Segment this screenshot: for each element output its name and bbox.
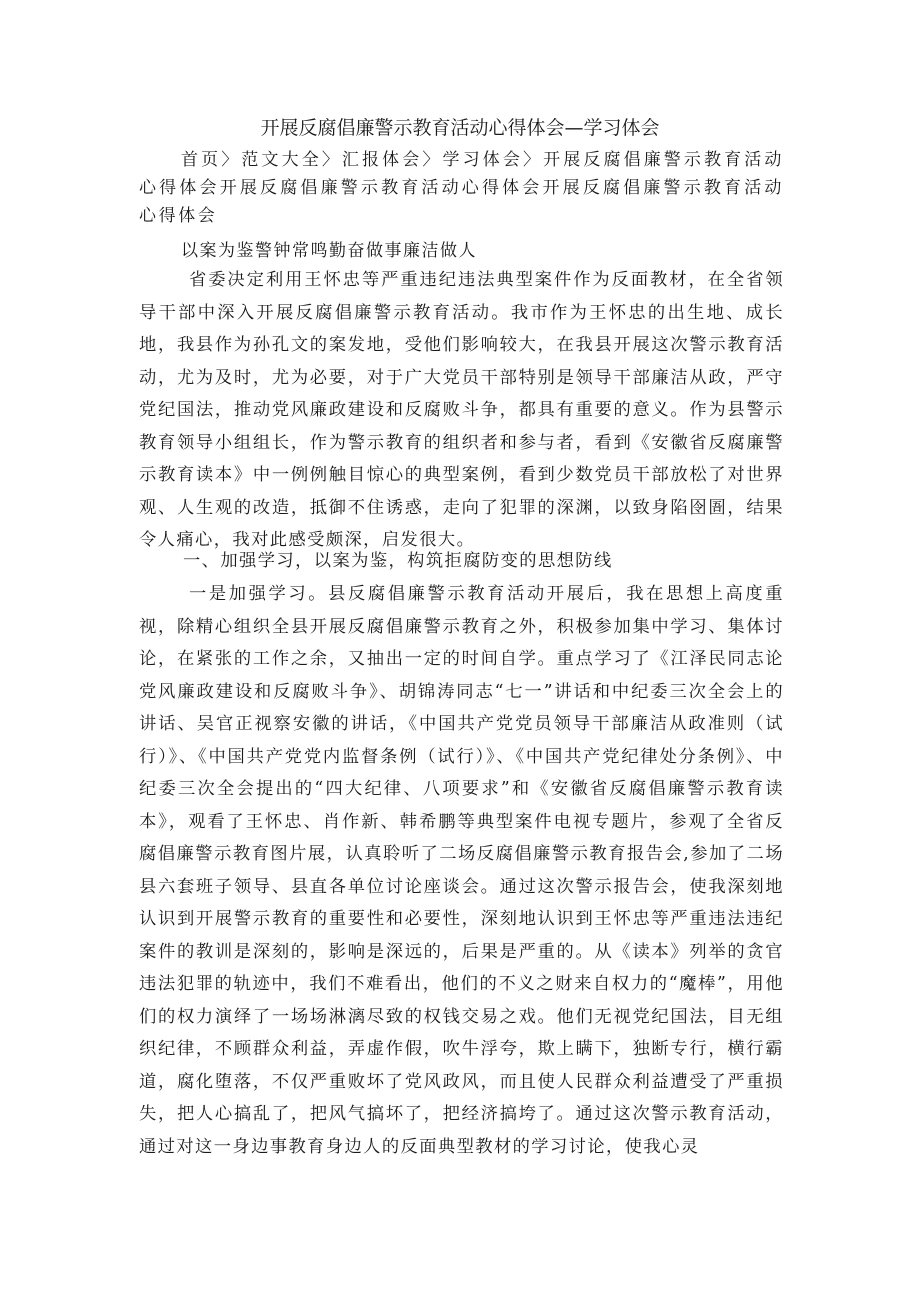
page-title: 开展反腐倡廉警示教育活动心得体会—学习体会 — [260, 117, 660, 139]
article-subtitle: 以案为鉴警钟常鸣勤奋做事廉洁做人 — [181, 241, 477, 261]
section-heading: 一、加强学习，以案为鉴，构筑拒腐防变的思想防线 — [183, 551, 613, 571]
body-paragraph: 一是加强学习。县反腐倡廉警示教育活动开展后，我在思想上高度重视，除精心组织全县开展反腐倡廉警示教育之外，积极参加集中学习、集体讨论，在紧张的工作之余，又抽出一定的时间自学。重点学习了《江泽民同志论党风廉政建设和反腐败斗争》、胡锦涛同志“七一”讲话和中纪委三次全会上的讲话、吴官正视察安徽的讲话，《中国共产党党员领导干部廉洁从政准则（试行）》、《中国共产党党内监督条例（试行）》、《中国共产党纪律处分条例》、中纪委三次全会提出的“四大纪律、八项要求”和《安徽省反腐倡廉警示教育读本》，观看了王怀忠、肖作新、韩希鹏等典型案件电视专题片，参观了全省反腐倡廉警示教育图片展，认真聆听了二场反腐倡廉警示教育报告会,参加了二场县六套班子领导、县直各单位讨论座谈会。通过这次警示报告会，使我深刻地认识到开展警示教育的重要性和必要性，深刻地认识到王怀忠等严重违法违纪案件的教训是深刻的，影响是深远的，后果是严重的。从《读本》列举的贪官违法犯罪的轨迹中，我们不难看出，他们的不义之财来自权力的“魔棒”，用他们的权力演绎了一场场淋漓尽致的权钱交易之戏。他们无视党纪国法，目无组织纪律，不顾群众利益，弄虚作假，吹牛浮夸，欺上瞒下，独断专行，横行霸道，腐化堕落，不仅严重败坏了党风政风，而且使人民群众利益遭受了严重损失，把人心搞乱了，把风气搞坏了，把经济搞垮了。通过这次警示教育活动，通过对这一身边事教育身边人的反面典型教材的学习讨论，使我心灵 — [139, 584, 784, 1157]
breadcrumb: 首页〉范文大全〉汇报体会〉学习体会〉开展反腐倡廉警示教育活动心得体会开展反腐倡廉警示教育活动心得体会开展反腐倡廉警示教育活动心得体会 — [139, 150, 784, 226]
body-paragraph: 省委决定利用王怀忠等严重违纪违法典型案件作为反面教材，在全省领导干部中深入开展反腐倡廉警示教育活动。我市作为王怀忠的出生地、成长地，我县作为孙孔文的案发地，受他们影响较大，在我县开展这次警示教育活动，尤为及时，尤为必要，对于广大党员干部特别是领导干部廉洁从政，严守党纪国法，推动党风廉政建设和反腐败斗争，都具有重要的意义。作为县警示教育领导小组组长，作为警示教育的组织者和参与者，看到《安徽省反腐廉警示教育读本》中一例例触目惊心的典型案例，看到少数党员干部放松了对世界观、人生观的改造，抵御不住诱惑，走向了犯罪的深渊，以致身陷囹圄，结果令人痛心，我对此感受颇深，启发很大。 — [139, 270, 784, 550]
